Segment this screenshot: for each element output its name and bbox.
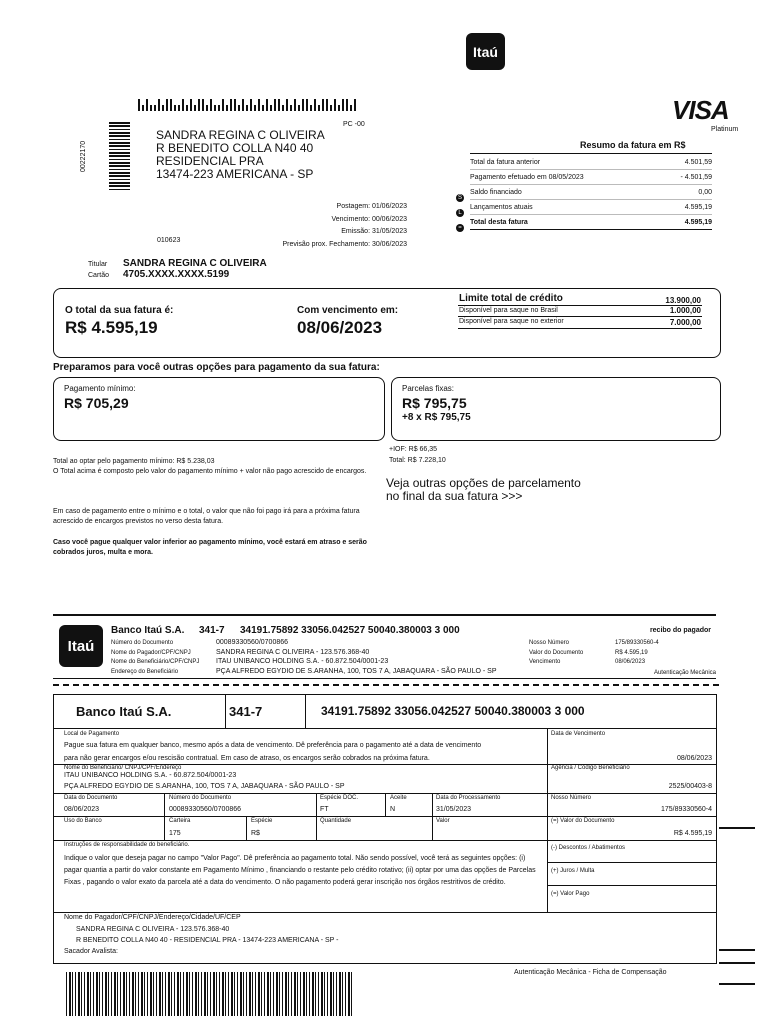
iof-text: +IOF: R$ 66,35 <box>389 446 438 453</box>
min-total-text: Total ao optar pelo pagamento mínimo: R$ 5.238,03 <box>53 458 215 465</box>
slip-aceite-value: N <box>390 806 396 813</box>
postagem-date: Postagem: 01/06/2023 <box>336 203 407 210</box>
vertical-code: 00222170 <box>80 140 87 172</box>
slip-col-div <box>246 816 247 840</box>
receipt-venc-value: 08/06/2023 <box>615 659 646 665</box>
total-label: O total da sua fatura é: <box>65 305 174 316</box>
receipt-valor-value: R$ 4.595,19 <box>615 649 648 656</box>
pc-code: PC -00 <box>343 121 365 128</box>
side-tick <box>719 962 755 964</box>
side-tick <box>719 983 755 985</box>
dates-block <box>282 201 407 251</box>
slip-data-proc-label: Data do Processamento <box>436 795 501 801</box>
slip-pago-label: (=) Valor Pago <box>551 891 590 897</box>
receipt-title: recibo do pagador <box>649 627 711 634</box>
warning-text-2: Caso você pague qualquer valor inferior ao pagamento mínimo, você estará em atraso e serão cobrados juros, multa e mora. <box>53 539 367 556</box>
postal-barcode <box>138 99 356 111</box>
bullet-equals-icon <box>456 219 468 237</box>
summary-row-value: - 4.501,59 <box>680 174 712 181</box>
receipt-right-labels <box>529 639 583 668</box>
slip-num-doc-label: Número do Documento <box>169 795 232 801</box>
slip-rule <box>53 912 717 913</box>
slip-pagador-value1: SANDRA REGINA C OLIVEIRA - 123.576.368-40 <box>76 926 230 933</box>
saque-br-label: Disponível para saque no Brasil <box>459 307 558 314</box>
installments-total: Total: R$ 7.228,10 <box>389 457 446 464</box>
receipt-end-value: PÇA ALFREDO EGYDIO DE S.ARANHA, 100, TOS 7 A, JABAQUARA - SÃO PAULO - SP <box>216 667 497 675</box>
cartao-label: Cartão <box>88 272 110 279</box>
slip-especie-doc-label: Espécie DOC. <box>320 795 359 801</box>
receipt-valor-label: Valor do Documento <box>529 649 584 656</box>
slip-desc-label: (-) Descontos / Abatimentos <box>551 845 626 851</box>
min-note-text: O Total acima é composto pelo valor do pagamento mínimo + valor não pago acrescido de encargos. <box>53 468 367 475</box>
slip-especie-label: Espécie <box>251 818 273 824</box>
receipt-nosso-value: 175/89330560-4 <box>615 640 659 646</box>
min-payment-label: Pagamento mínimo: <box>64 384 136 393</box>
slip-auth: Autenticação Mecânica - Ficha de Compensação <box>514 969 667 976</box>
titular-name: SANDRA REGINA C OLIVEIRA <box>123 258 267 269</box>
receipt-auth: Autenticação Mecânica <box>653 670 716 676</box>
receipt-doc-value: 00089330560/0700866 <box>216 639 289 646</box>
summary-row-label: Total da fatura anterior <box>470 159 541 166</box>
slip-valor-label: Valor <box>436 818 450 824</box>
slip-nosso-label: Nosso Número <box>551 795 592 801</box>
more-options-link[interactable] <box>386 477 581 503</box>
slip-juros-label: (+) Juros / Multa <box>551 868 595 874</box>
slip-especie-doc-value: FT <box>320 806 329 813</box>
slip-agencia-value: 2525/00403-8 <box>668 783 712 790</box>
slip-benef-value2: PÇA ALFREDO EGYDIO DE S.ARANHA, 100, TOS 7 A, JABAQUARA - SÃO PAULO - SP <box>64 783 345 790</box>
due-label: Com vencimento em: <box>297 305 399 316</box>
slip-agencia-label: Agência / Código Beneficiário <box>551 765 630 771</box>
limit-label: Limite total de crédito <box>459 293 563 304</box>
visa-logo: VISA <box>672 95 729 125</box>
side-tick <box>719 949 755 951</box>
itau-logo: Itaú <box>466 33 505 70</box>
summary-row-value: 4.595,19 <box>684 219 712 226</box>
slip-right-rule <box>547 862 717 863</box>
options-heading: Preparamos para você outras opções para pagamento da sua fatura: <box>53 362 380 373</box>
receipt-benef-value: ITAU UNIBANCO HOLDING S.A. - 60.872.504/0001-23 <box>216 658 389 665</box>
summary-row-value: 4.595,19 <box>684 204 712 211</box>
summary-row <box>470 201 712 215</box>
more-options-line: Veja outras opções de parcelamento <box>386 476 581 490</box>
summary-row-label: Lançamentos atuais <box>470 204 533 211</box>
receipt-bottom-rule <box>53 678 716 679</box>
itau-logo-receipt: Itaú <box>59 625 103 667</box>
slip-local-text2: para não gerar encargos e/ou rescisão contratual. Em caso de atraso, os encargos serão cobrados na próxima fatura. <box>64 755 430 762</box>
slip-instr-label: Instruções de responsabilidade do beneficiário. <box>64 842 190 848</box>
saque-ext-value: 7.000,00 <box>669 318 701 327</box>
side-tick <box>719 827 755 829</box>
slip-data-proc-value: 31/05/2023 <box>436 806 472 813</box>
saque-ext-label: Disponível para saque no exterior <box>459 318 564 325</box>
slip-aceite-label: Aceite <box>390 795 407 801</box>
summary-row <box>470 156 712 170</box>
fechamento-date: Previsão prox. Fechamento: 30/06/2023 <box>282 240 407 248</box>
receipt-doc-label: Número do Documento <box>111 640 174 646</box>
receipt-nosso-label: Nosso Número <box>529 640 570 646</box>
receipt-bank: Banco Itaú S.A. <box>111 625 185 636</box>
slip-pagador-label: Nome do Pagador/CPF/CNPJ/Endereço/Cidade/UF/CEP <box>64 914 241 921</box>
summary-row <box>470 186 712 200</box>
slip-avalista-label: Sacador Avalista: <box>64 948 118 955</box>
slip-uso-label: Uso do Banco <box>64 818 102 824</box>
total-value: R$ 4.595,19 <box>65 318 158 337</box>
slip-pagador-value2: R BENEDITO COLLA N40 40 - RESIDENCIAL PRA - 13474-223 AMERICANA - SP - <box>76 937 339 944</box>
address-line: SANDRA REGINA C OLIVEIRA <box>156 128 325 142</box>
receipt-benef-label: Nome do Beneficiário/CPF/CNPJ <box>111 659 200 665</box>
slip-data-doc-label: Data do Documento <box>64 795 118 801</box>
summary-row-total <box>470 216 712 230</box>
slip-frame <box>53 694 717 964</box>
slip-nosso-value: 175/89330560-4 <box>661 806 712 813</box>
receipt-payer-label: Nome do Pagador/CPF/CNPJ <box>111 649 191 656</box>
receipt-payer-value: SANDRA REGINA C OLIVEIRA - 123.576.368-40 <box>216 648 370 656</box>
bullet-letter: L <box>456 209 464 217</box>
slip-rule <box>53 840 717 841</box>
address-line: R BENEDITO COLLA N40 40 <box>156 141 314 155</box>
due-value: 08/06/2023 <box>297 318 383 337</box>
payment-barcode <box>66 972 354 1016</box>
receipt-digitable-line: 34191.75892 33056.042527 50040.380003 3 000 <box>240 625 460 636</box>
saque-ext-rule <box>458 328 702 329</box>
slip-num-doc-value: 00089330560/0700866 <box>169 806 242 813</box>
installments-detail: +8 x R$ 795,75 <box>402 412 471 423</box>
more-options-line: no final da sua fatura >>> <box>386 489 523 503</box>
address-line: RESIDENCIAL PRA <box>156 154 264 168</box>
address-line: 13474-223 AMERICANA - SP <box>156 167 314 181</box>
slip-carteira-value: 175 <box>169 830 181 837</box>
receipt-top-rule <box>53 614 716 616</box>
slip-right-rule <box>547 885 717 886</box>
summary-row-label: Pagamento efetuado em 08/05/2023 <box>470 174 584 181</box>
receipt-right-values <box>615 639 659 668</box>
slip-data-doc-value: 08/06/2023 <box>64 806 100 813</box>
slip-valor-doc-label: (=) Valor do Documento <box>551 818 615 824</box>
slip-venc-label: Data de Vencimento <box>551 731 606 737</box>
slip-header-rule <box>53 728 717 729</box>
summary-row-label: Saldo financiado <box>470 189 522 196</box>
slip-carteira-label: Carteira <box>169 818 191 824</box>
warning-text-1: Em caso de pagamento entre o mínimo e o total, o valor que não foi pago irá para a próxima fatura acrescido de encargos previstos no verso desta fatura. <box>53 508 360 525</box>
saque-br-value: 1.000,00 <box>669 306 701 315</box>
saque-rule <box>458 316 702 317</box>
slip-header-div2 <box>305 694 306 728</box>
slip-benef-label: Nome do Beneficiário/ CNPJ/CPF/Endereço <box>64 765 182 771</box>
slip-especie-value: R$ <box>251 830 260 837</box>
vencimento-date: Vencimento: 00/06/2023 <box>331 215 407 223</box>
slip-bank: Banco Itaú S.A. <box>76 704 172 719</box>
card-number: 4705.XXXX.XXXX.5199 <box>123 269 230 280</box>
summary-row-label: Total desta fatura <box>470 219 528 226</box>
receipt-venc-label: Vencimento <box>529 659 561 665</box>
installments-value: R$ 795,75 <box>402 395 467 411</box>
summary-top-rule <box>470 153 712 154</box>
receipt-values <box>216 638 496 676</box>
slip-col-div <box>385 793 386 816</box>
slip-local-label: Local de Pagamento <box>64 731 120 737</box>
address-block <box>156 129 325 181</box>
slip-valor-doc-value: R$ 4.595,19 <box>673 830 712 837</box>
cut-line <box>53 684 719 686</box>
receipt-end-label: Endereço do Beneficiário <box>111 668 179 675</box>
receipt-labels <box>111 639 199 677</box>
titular-label: Titular <box>88 261 108 268</box>
limit-rule <box>458 305 702 306</box>
slip-digitable-line: 34191.75892 33056.042527 50040.380003 3 000 <box>321 704 585 718</box>
limit-value: 13.900,00 <box>665 296 701 305</box>
slip-local-text1: Pague sua fatura em qualquer banco, mesmo após a data de vencimento. Dê preferência para o pagamento até a data de vencimento <box>64 742 482 749</box>
bullet-letter: = <box>456 224 464 232</box>
receipt-bank-code: 341-7 <box>199 625 225 636</box>
emissao-date: Emissão: 31/05/2023 <box>341 228 407 235</box>
summary-row <box>470 171 712 185</box>
summary-title: Resumo da fatura em R$ <box>580 140 686 150</box>
card-tier: Platinum <box>711 126 739 133</box>
slip-qtd-label: Quantidade <box>320 818 352 824</box>
summary-row-value: 0,00 <box>698 189 712 196</box>
slip-benef-value1: ITAU UNIBANCO HOLDING S.A. - 60.872.504/0001-23 <box>64 772 237 779</box>
slip-venc-value: 08/06/2023 <box>676 755 712 762</box>
min-payment-value: R$ 705,29 <box>64 395 129 411</box>
slip-header-div1 <box>225 694 226 728</box>
bullet-letter: S <box>457 194 462 201</box>
slip-instr-text: Indique o valor que deseja pagar no campo "Valor Pago". Dê preferência ao pagamento total. Não sendo possível, você terá as seguintes opções: (i) pagar quantia a partir do valor constante em Pagamento Mínimo , financiando o restante pelo crédito rotativo; (ii) optar por uma das opções de Parcelas Fixas , pagando o valor exato da parcela até a data do vencimento. O não pagamento poderá gerar inscrição nos órgãos restritivos de crédito. <box>64 855 536 886</box>
slip-bank-code: 341-7 <box>229 704 263 719</box>
vertical-barcode <box>109 120 130 190</box>
summary-row-value: 4.501,59 <box>684 159 712 166</box>
installments-label: Parcelas fixas: <box>402 384 455 393</box>
slip-rule <box>53 816 717 817</box>
date-code: 010623 <box>157 237 181 244</box>
